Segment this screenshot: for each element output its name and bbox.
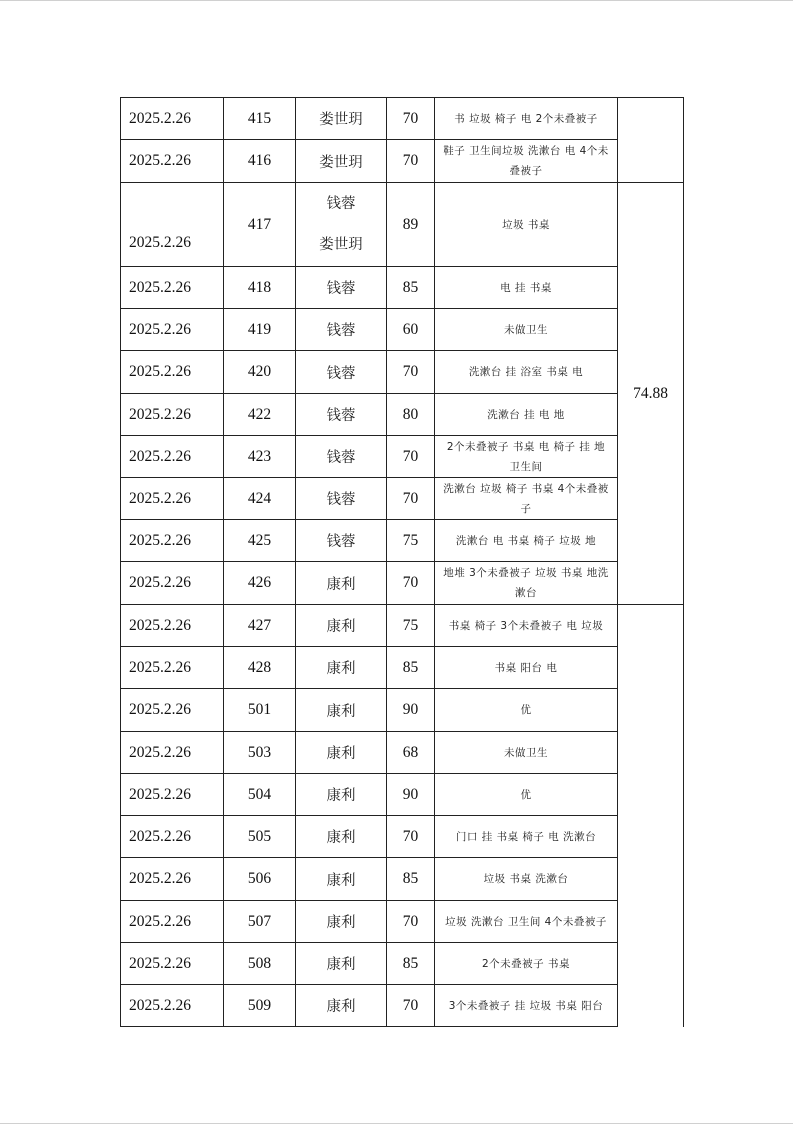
score-cell: 75 xyxy=(387,605,435,647)
table-row xyxy=(121,562,684,605)
score-cell: 70 xyxy=(387,901,435,943)
score-cell: 70 xyxy=(387,985,435,1027)
issues-cell: 地堆 3个未叠被子 垃圾 书桌 地洗漱台 xyxy=(435,562,618,605)
page-bottom-rule xyxy=(0,1123,793,1124)
room-number-cell: 501 xyxy=(224,689,296,732)
score-cell: 70 xyxy=(387,98,435,140)
room-number-cell: 428 xyxy=(224,647,296,689)
room-number-cell: 426 xyxy=(224,562,296,605)
date-cell: 2025.2.26 xyxy=(121,183,224,267)
inspector-cell: 钱蓉 xyxy=(296,394,387,436)
room-number-cell: 415 xyxy=(224,98,296,140)
inspector-cell: 康利 xyxy=(296,562,387,605)
inspector-cell: 康利 xyxy=(296,647,387,689)
table-row xyxy=(121,901,684,943)
date-cell: 2025.2.26 xyxy=(121,901,224,943)
issues-cell: 洗漱台 挂 电 地 xyxy=(435,394,618,436)
issues-cell: 优 xyxy=(435,774,618,816)
issues-cell: 电 挂 书桌 xyxy=(435,267,618,309)
issues-cell: 优 xyxy=(435,689,618,732)
table-row xyxy=(121,309,684,351)
date-cell: 2025.2.26 xyxy=(121,436,224,478)
score-cell: 68 xyxy=(387,732,435,774)
date-cell: 2025.2.26 xyxy=(121,520,224,562)
date-cell: 2025.2.26 xyxy=(121,774,224,816)
score-cell: 89 xyxy=(387,183,435,267)
date-cell: 2025.2.26 xyxy=(121,943,224,985)
issues-cell: 书桌 椅子 3个未叠被子 电 垃圾 xyxy=(435,605,618,647)
issues-cell: 书 垃圾 椅子 电 2个未叠被子 xyxy=(435,98,618,140)
room-number-cell: 416 xyxy=(224,140,296,183)
score-cell: 85 xyxy=(387,858,435,901)
room-number-cell: 506 xyxy=(224,858,296,901)
inspector-cell: 康利 xyxy=(296,985,387,1027)
issues-cell: 洗漱台 挂 浴室 书桌 电 xyxy=(435,351,618,394)
inspector-cell: 钱蓉 xyxy=(296,478,387,520)
table-row xyxy=(121,436,684,478)
inspector-cell: 康利 xyxy=(296,943,387,985)
room-number-cell: 425 xyxy=(224,520,296,562)
date-cell: 2025.2.26 xyxy=(121,98,224,140)
date-cell: 2025.2.26 xyxy=(121,478,224,520)
score-cell: 70 xyxy=(387,351,435,394)
date-cell: 2025.2.26 xyxy=(121,140,224,183)
score-cell: 85 xyxy=(387,647,435,689)
room-number-cell: 503 xyxy=(224,732,296,774)
issues-cell: 洗漱台 垃圾 椅子 书桌 4个未叠被子 xyxy=(435,478,618,520)
table-row xyxy=(121,98,684,140)
date-cell: 2025.2.26 xyxy=(121,562,224,605)
issues-cell: 3个未叠被子 挂 垃圾 书桌 阳台 xyxy=(435,985,618,1027)
room-number-cell: 505 xyxy=(224,816,296,858)
group-average-cell: 74.88 xyxy=(618,183,684,605)
table-row xyxy=(121,140,684,183)
inspector-cell: 钱蓉 xyxy=(296,520,387,562)
room-number-cell: 422 xyxy=(224,394,296,436)
score-cell: 90 xyxy=(387,689,435,732)
date-cell: 2025.2.26 xyxy=(121,985,224,1027)
issues-cell: 鞋子 卫生间垃圾 洗漱台 电 4个未叠被子 xyxy=(435,140,618,183)
room-number-cell: 424 xyxy=(224,478,296,520)
room-number-cell: 417 xyxy=(224,183,296,267)
inspector-cell: 康利 xyxy=(296,689,387,732)
room-number-cell: 508 xyxy=(224,943,296,985)
room-number-cell: 419 xyxy=(224,309,296,351)
table-row xyxy=(121,732,684,774)
table-row xyxy=(121,351,684,394)
dorm-inspection-table xyxy=(120,97,684,1027)
table-row xyxy=(121,394,684,436)
room-number-cell: 420 xyxy=(224,351,296,394)
table-row xyxy=(121,689,684,732)
score-cell: 90 xyxy=(387,774,435,816)
issues-cell: 未做卫生 xyxy=(435,732,618,774)
score-cell: 75 xyxy=(387,520,435,562)
date-cell: 2025.2.26 xyxy=(121,732,224,774)
room-number-cell: 423 xyxy=(224,436,296,478)
issues-cell: 门口 挂 书桌 椅子 电 洗漱台 xyxy=(435,816,618,858)
issues-cell: 2个未叠被子 书桌 电 椅子 挂 地 卫生间 xyxy=(435,436,618,478)
room-number-cell: 509 xyxy=(224,985,296,1027)
table-row xyxy=(121,267,684,309)
inspector-cell: 钱蓉 xyxy=(296,436,387,478)
inspector-cell: 康利 xyxy=(296,774,387,816)
inspector-cell: 钱蓉 xyxy=(296,267,387,309)
table-row xyxy=(121,858,684,901)
score-cell: 70 xyxy=(387,140,435,183)
date-cell: 2025.2.26 xyxy=(121,858,224,901)
score-cell: 80 xyxy=(387,394,435,436)
room-number-cell: 418 xyxy=(224,267,296,309)
inspector-cell: 康利 xyxy=(296,732,387,774)
issues-cell: 垃圾 洗漱台 卫生间 4个未叠被子 xyxy=(435,901,618,943)
inspector-cell: 娄世玥 xyxy=(296,140,387,183)
score-cell: 85 xyxy=(387,943,435,985)
issues-cell: 垃圾 书桌 洗漱台 xyxy=(435,858,618,901)
date-cell: 2025.2.26 xyxy=(121,816,224,858)
room-number-cell: 504 xyxy=(224,774,296,816)
inspector-cell: 康利 xyxy=(296,605,387,647)
inspector-cell: 钱蓉 xyxy=(296,309,387,351)
score-cell: 70 xyxy=(387,562,435,605)
inspector-name-primary: 钱蓉 xyxy=(326,195,356,212)
issues-cell: 未做卫生 xyxy=(435,309,618,351)
inspector-cell: 娄世玥 xyxy=(296,98,387,140)
issues-cell: 垃圾 书桌 xyxy=(435,183,618,267)
group-average-cell xyxy=(618,98,684,183)
inspector-name-secondary: 娄世玥 xyxy=(319,236,363,253)
table-row xyxy=(121,943,684,985)
date-cell: 2025.2.26 xyxy=(121,267,224,309)
date-cell: 2025.2.26 xyxy=(121,647,224,689)
room-number-cell: 427 xyxy=(224,605,296,647)
table-row xyxy=(121,605,684,647)
date-cell: 2025.2.26 xyxy=(121,605,224,647)
score-cell: 60 xyxy=(387,309,435,351)
date-cell: 2025.2.26 xyxy=(121,309,224,351)
issues-cell: 洗漱台 电 书桌 椅子 垃圾 地 xyxy=(435,520,618,562)
table-row xyxy=(121,816,684,858)
inspector-cell xyxy=(296,183,387,267)
issues-cell: 书桌 阳台 电 xyxy=(435,647,618,689)
score-cell: 70 xyxy=(387,436,435,478)
inspector-cell: 康利 xyxy=(296,858,387,901)
table-row xyxy=(121,985,684,1027)
page-top-rule xyxy=(0,0,793,1)
room-number-cell: 507 xyxy=(224,901,296,943)
date-cell: 2025.2.26 xyxy=(121,394,224,436)
table-row xyxy=(121,774,684,816)
inspector-cell: 钱蓉 xyxy=(296,351,387,394)
table-row xyxy=(121,183,684,267)
table-row xyxy=(121,478,684,520)
table-row xyxy=(121,520,684,562)
issues-cell: 2个未叠被子 书桌 xyxy=(435,943,618,985)
score-cell: 70 xyxy=(387,816,435,858)
inspector-cell: 康利 xyxy=(296,901,387,943)
score-cell: 70 xyxy=(387,478,435,520)
score-cell: 85 xyxy=(387,267,435,309)
inspector-cell: 康利 xyxy=(296,816,387,858)
date-cell: 2025.2.26 xyxy=(121,689,224,732)
table-row xyxy=(121,647,684,689)
date-cell: 2025.2.26 xyxy=(121,351,224,394)
